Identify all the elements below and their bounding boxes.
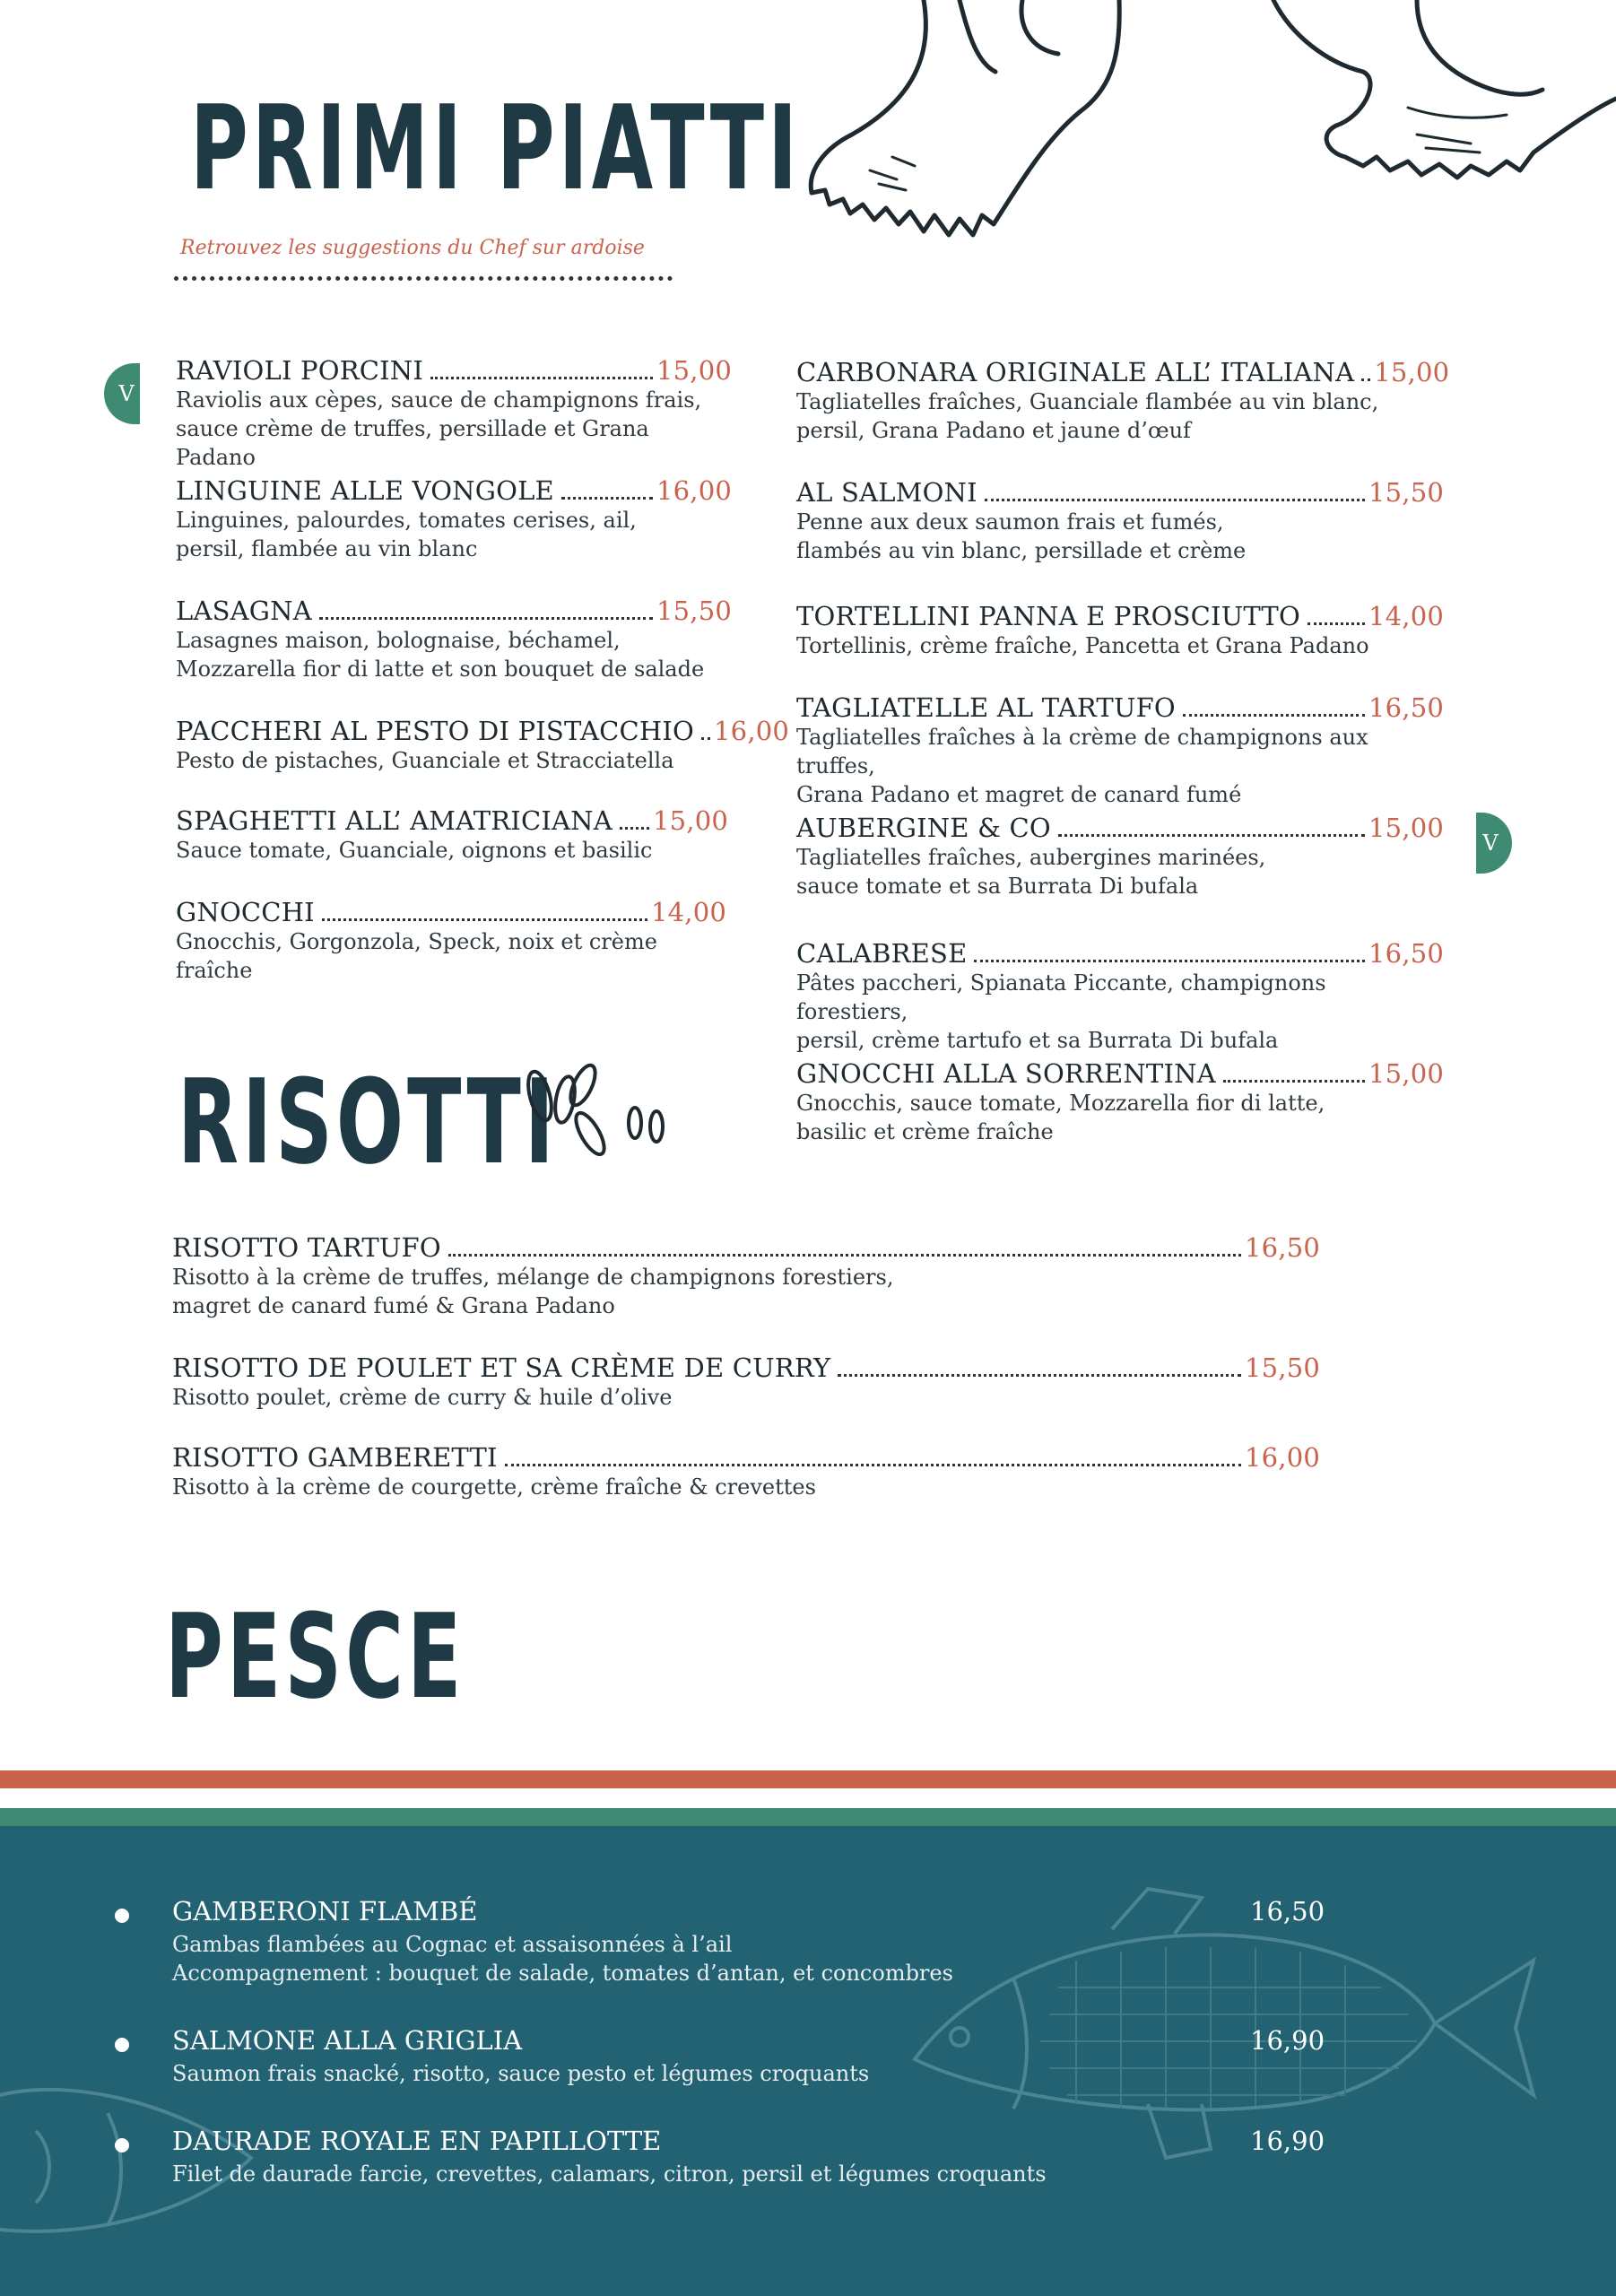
item-desc: Tagliatelles fraîches à la crème de champignons aux truffes, (796, 725, 1368, 778)
item-desc: Tortellinis, crème fraîche, Pancetta et Grana Padano (796, 633, 1369, 658)
dot-leader (448, 1254, 1241, 1257)
item-desc: Mozzarella fior di latte et son bouquet de salade (176, 657, 705, 682)
menu-item (172, 1442, 1320, 1501)
item-desc: persil, Grana Padano et jaune d’œuf (796, 418, 1191, 443)
dot-leader (1308, 622, 1365, 625)
item-name: CARBONARA ORIGINALE ALL’ ITALIANA (796, 357, 1355, 387)
dot-leader (1223, 1080, 1365, 1083)
menu-item (172, 1352, 1320, 1412)
item-price: 15,00 (1374, 357, 1450, 387)
item-desc-line: Accompagnement : bouquet de salade, tomates d’antan, et concombres (172, 1961, 953, 1986)
item-price: 15,00 (652, 805, 728, 836)
menu-item (176, 716, 790, 775)
item-price: 15,00 (1368, 813, 1444, 843)
menu-item (796, 813, 1444, 900)
subtitle-divider (174, 276, 673, 281)
primi-title: PRIMI PIATTI (190, 80, 802, 216)
menu-item (796, 477, 1444, 565)
menu-item (796, 938, 1444, 1055)
dot-leader (319, 617, 653, 620)
dot-leader (620, 827, 649, 830)
menu-item (176, 475, 732, 563)
item-price: 16,50 (1250, 1896, 1325, 1926)
item-desc: Risotto à la crème de truffes, mélange de champignons forestiers, (172, 1265, 894, 1290)
item-desc-line: Gambas flambées au Cognac et assaisonnées à l’ail (172, 1932, 733, 1957)
item-desc: persil, flambée au vin blanc (176, 536, 478, 561)
item-desc: Penne aux deux saumon frais et fumés, (796, 509, 1224, 535)
dot-leader (505, 1464, 1241, 1466)
item-desc: Raviolis aux cèpes, sauce de champignons frais, (176, 387, 702, 413)
item-desc: Tagliatelles fraîches, aubergines marinées, (796, 845, 1266, 870)
item-desc: Sauce tomate, Guanciale, oignons et basilic (176, 838, 653, 863)
dot-leader (701, 737, 710, 740)
item-desc: Linguines, palourdes, tomates cerises, ail, (176, 508, 637, 533)
dot-leader (322, 918, 647, 921)
item-desc: basilic et crème fraîche (796, 1119, 1054, 1144)
item-desc: Risotto poulet, crème de curry & huile d’olive (172, 1385, 673, 1410)
menu-item (796, 1058, 1444, 1146)
item-name: RAVIOLI PORCINI (176, 355, 424, 386)
item-desc: Filet de daurade farcie, crevettes, calamars, citron, persil et légumes croquants (172, 2161, 1047, 2187)
risotti-title: RISOTTI (178, 1054, 558, 1190)
bullet (115, 2138, 129, 2152)
item-price: 15,00 (656, 355, 732, 386)
item-desc: Tagliatelles fraîches, Guanciale flambée au vin blanc, (796, 389, 1379, 414)
dot-leader (974, 960, 1364, 962)
item-desc: Grana Padano et magret de canard fumé (796, 782, 1242, 807)
item-price: 16,00 (1244, 1442, 1320, 1473)
item-name: RISOTTO TARTUFO (172, 1232, 441, 1263)
item-name: RISOTTO DE POULET ET SA CRÈME DE CURRY (172, 1352, 831, 1383)
item-name: LASAGNA (176, 596, 312, 626)
item-price: 16,90 (1250, 2126, 1325, 2156)
fish-illustration (879, 1880, 1542, 2185)
item-name: GNOCCHI ALLA SORRENTINA (796, 1058, 1216, 1089)
item-desc: flambés au vin blanc, persillade et crème (796, 538, 1247, 563)
item-desc: Gnocchis, Gorgonzola, Speck, noix et crème fraîche (176, 929, 657, 983)
menu-item (172, 1232, 1320, 1320)
bullet (115, 2038, 129, 2052)
item-price: 14,00 (650, 897, 726, 927)
accent-stripe (0, 1770, 1616, 1788)
menu-item (796, 357, 1450, 445)
item-name: AUBERGINE & CO (796, 813, 1051, 843)
item-desc: Gnocchis, sauce tomate, Mozzarella fior di latte, (796, 1091, 1325, 1116)
menu-item (176, 897, 726, 985)
item-name: TAGLIATELLE AL TARTUFO (796, 692, 1176, 723)
item-name: CALABRESE (796, 938, 968, 969)
item-desc: Lasagnes maison, bolognaise, béchamel, (176, 628, 621, 653)
item-price: 16,00 (656, 475, 732, 506)
bullet (115, 1909, 129, 1923)
dot-leader (430, 377, 653, 379)
item-price: 16,90 (1250, 2025, 1325, 2056)
pesce-panel (0, 1826, 1616, 2296)
menu-item (796, 692, 1444, 809)
item-desc: Saumon frais snacké, risotto, sauce pesto et légumes croquants (172, 2061, 870, 2086)
item-desc: sauce crème de truffes, persillade et Grana Padano (176, 416, 649, 470)
item-price: 15,00 (1368, 1058, 1444, 1089)
dot-leader (561, 497, 653, 500)
primi-subtitle: Retrouvez les suggestions du Chef sur ardoise (180, 237, 645, 259)
vegetarian-badge: V (104, 363, 140, 424)
item-desc: Pâtes paccheri, Spianata Piccante, champignons forestiers, (796, 970, 1326, 1024)
item-price: 14,00 (1368, 601, 1444, 631)
item-name: SPAGHETTI ALL’ AMATRICIANA (176, 805, 613, 836)
item-price: 16,50 (1368, 938, 1444, 969)
item-desc: persil, crème tartufo et sa Burrata Di bufala (796, 1028, 1279, 1053)
item-price: 16,50 (1368, 692, 1444, 723)
dot-leader (838, 1374, 1241, 1377)
dot-leader (1058, 834, 1365, 837)
dot-leader (1361, 378, 1370, 381)
menu-item (796, 601, 1444, 660)
rice-grains-icon (520, 1060, 673, 1177)
item-price: 15,50 (656, 596, 732, 626)
item-name: SALMONE ALLA GRIGLIA (172, 2025, 523, 2056)
item-name: TORTELLINI PANNA E PROSCIUTTO (796, 601, 1300, 631)
dot-leader (985, 499, 1365, 501)
item-desc: magret de canard fumé & Grana Padano (172, 1293, 615, 1318)
item-name: RISOTTO GAMBERETTI (172, 1442, 498, 1473)
menu-item (176, 355, 732, 472)
pesce-title: PESCE (165, 1588, 465, 1725)
item-name: GNOCCHI (176, 897, 315, 927)
item-desc: sauce tomate et sa Burrata Di bufala (796, 874, 1199, 899)
item-price: 15,50 (1244, 1352, 1320, 1383)
menu-item (176, 805, 728, 865)
item-price: 16,00 (714, 716, 790, 746)
farfalle-illustration (789, 0, 1616, 269)
item-price: 15,50 (1368, 477, 1444, 508)
vegetarian-badge: V (1476, 813, 1512, 874)
item-desc: Pesto de pistaches, Guanciale et Stracciatella (176, 748, 674, 773)
menu-item (176, 596, 732, 683)
item-price: 16,50 (1244, 1232, 1320, 1263)
green-stripe (0, 1808, 1616, 1826)
item-desc (172, 1930, 953, 1987)
item-name: DAURADE ROYALE EN PAPILLOTTE (172, 2126, 662, 2156)
dot-leader (1183, 714, 1365, 717)
item-name: AL SALMONI (796, 477, 977, 508)
item-name: PACCHERI AL PESTO DI PISTACCHIO (176, 716, 695, 746)
item-name: LINGUINE ALLE VONGOLE (176, 475, 554, 506)
item-desc: Risotto à la crème de courgette, crème fraîche & crevettes (172, 1474, 816, 1500)
item-name: GAMBERONI FLAMBÉ (172, 1896, 478, 1926)
